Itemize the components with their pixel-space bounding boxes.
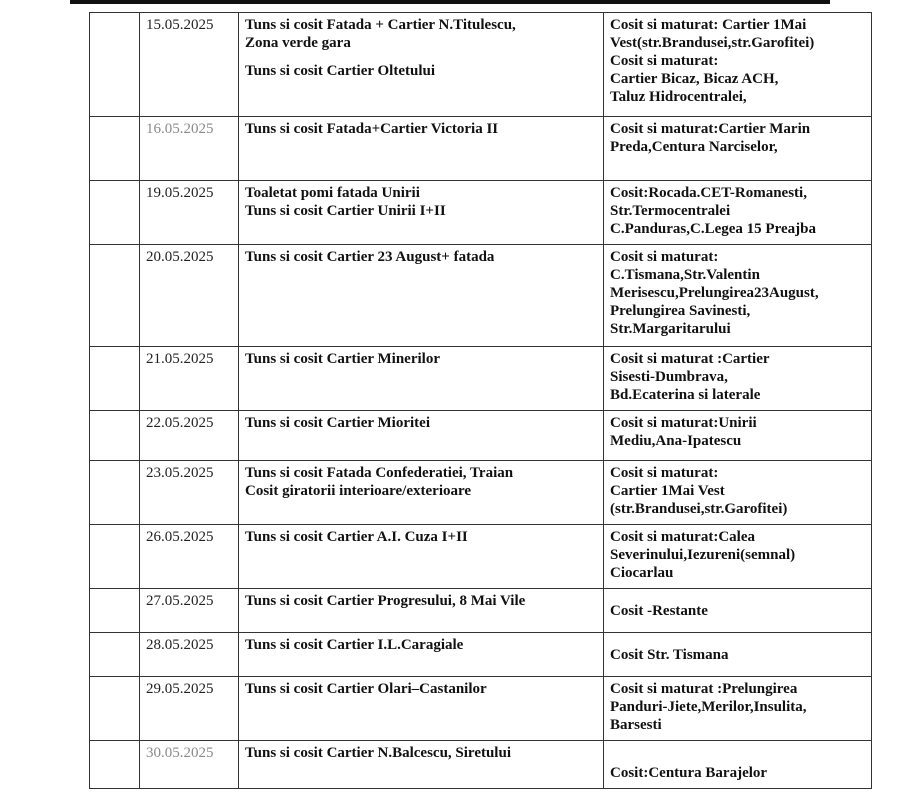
cell-line: Cosit si maturat :Prelungirea bbox=[610, 681, 798, 697]
cell-line: Tuns si cosit Fatada Confederatiei, Traian bbox=[245, 465, 514, 481]
cell-line: Ciocarlau bbox=[610, 565, 674, 581]
cell-line: Str.Termocentralei bbox=[610, 203, 731, 219]
cell-line: Tuns si cosit Cartier Mioritei bbox=[245, 415, 430, 431]
extra-work-cell bbox=[604, 117, 872, 181]
cell-line: Mediu,Ana-Ipatescu bbox=[610, 433, 742, 449]
extra-work-cell bbox=[604, 411, 872, 461]
cell-line: Tuns si cosit Cartier A.I. Cuza I+II bbox=[245, 529, 468, 545]
date-cell: 28.05.2025 bbox=[140, 633, 239, 677]
row-blank-cell bbox=[90, 411, 140, 461]
row-blank-cell bbox=[90, 741, 140, 789]
date-cell: 15.05.2025 bbox=[140, 13, 239, 117]
extra-work-cell bbox=[604, 633, 872, 677]
date-cell: 29.05.2025 bbox=[140, 677, 239, 741]
date-cell: 22.05.2025 bbox=[140, 411, 239, 461]
cell-line: Cosit si maturat: bbox=[610, 465, 719, 481]
cell-line: Tuns si cosit Fatada+Cartier Victoria II bbox=[245, 121, 499, 137]
extra-work-cell bbox=[604, 181, 872, 245]
date-cell: 30.05.2025 bbox=[140, 741, 239, 789]
cell-line: Cosit:Centura Barajelor bbox=[610, 765, 768, 781]
table-row bbox=[90, 461, 872, 525]
cell-line: Cosit si maturat: bbox=[610, 249, 719, 265]
work-cell bbox=[239, 347, 604, 411]
cell-line: Severinului,Iezureni(semnal) bbox=[610, 547, 796, 563]
cell-line: Cosit -Restante bbox=[610, 603, 708, 619]
cell-line: Tuns si cosit Cartier Minerilor bbox=[245, 351, 440, 367]
cell-line: Toaletat pomi fatada Unirii bbox=[245, 185, 420, 201]
cell-line: Zona verde gara bbox=[245, 35, 351, 51]
cell-line: Cosit Str. Tismana bbox=[610, 647, 729, 663]
table-row bbox=[90, 677, 872, 741]
cell-line: Cartier Bicaz, Bicaz ACH, bbox=[610, 71, 779, 87]
line-gap bbox=[610, 592, 865, 602]
extra-work-cell bbox=[604, 741, 872, 789]
cell-line: Str.Margaritarului bbox=[610, 321, 731, 337]
cell-line: (str.Brandusei,str.Garofitei) bbox=[610, 501, 788, 517]
table-row bbox=[90, 13, 872, 117]
table-row bbox=[90, 117, 872, 181]
work-cell bbox=[239, 633, 604, 677]
cell-line: Cosit:Rocada.CET-Romanesti, bbox=[610, 185, 807, 201]
cell-line: Cosit si maturat:Cartier Marin bbox=[610, 121, 811, 137]
cell-line: Cosit si maturat:Calea bbox=[610, 529, 755, 545]
work-cell bbox=[239, 181, 604, 245]
work-cell bbox=[239, 589, 604, 633]
cell-line: Preda,Centura Narciselor, bbox=[610, 139, 778, 155]
table-row bbox=[90, 741, 872, 789]
cell-line: Sisesti-Dumbrava, bbox=[610, 369, 728, 385]
date-cell: 16.05.2025 bbox=[140, 117, 239, 181]
cell-line: C.Panduras,C.Legea 15 Preajba bbox=[610, 221, 816, 237]
work-cell bbox=[239, 741, 604, 789]
table-row bbox=[90, 525, 872, 589]
schedule-body bbox=[90, 13, 872, 789]
row-blank-cell bbox=[90, 633, 140, 677]
table-row bbox=[90, 589, 872, 633]
row-blank-cell bbox=[90, 461, 140, 525]
cell-line: Cosit giratorii interioare/exterioare bbox=[245, 483, 472, 499]
schedule-table bbox=[89, 12, 872, 789]
extra-work-cell bbox=[604, 461, 872, 525]
cell-line: Tuns si cosit Cartier Unirii I+II bbox=[245, 203, 446, 219]
work-cell bbox=[239, 677, 604, 741]
cell-line: Tuns si cosit Cartier Oltetului bbox=[245, 63, 436, 79]
row-blank-cell bbox=[90, 347, 140, 411]
work-cell bbox=[239, 245, 604, 347]
cell-line: Tuns si cosit Cartier Progresului, 8 Mai Vile bbox=[245, 593, 526, 609]
line-gap bbox=[610, 636, 865, 646]
cell-line: Merisescu,Prelungirea23August, bbox=[610, 285, 819, 301]
work-cell bbox=[239, 117, 604, 181]
extra-work-cell bbox=[604, 525, 872, 589]
cell-line: Tuns si cosit Cartier N.Balcescu, Siretului bbox=[245, 745, 511, 761]
table-row bbox=[90, 411, 872, 461]
cell-line: Barsesti bbox=[610, 717, 662, 733]
work-cell bbox=[239, 411, 604, 461]
line-gap bbox=[610, 744, 865, 754]
cell-line: Tuns si cosit Fatada + Cartier N.Titulescu, bbox=[245, 17, 516, 33]
line-gap bbox=[610, 754, 865, 764]
date-cell: 23.05.2025 bbox=[140, 461, 239, 525]
table-row bbox=[90, 347, 872, 411]
work-cell bbox=[239, 525, 604, 589]
date-cell: 21.05.2025 bbox=[140, 347, 239, 411]
row-blank-cell bbox=[90, 245, 140, 347]
cell-line: Tuns si cosit Cartier Olari–Castanilor bbox=[245, 681, 487, 697]
cell-line: Taluz Hidrocentralei, bbox=[610, 89, 747, 105]
cell-line: Cosit si maturat: Cartier 1Mai bbox=[610, 17, 807, 33]
cell-line: Cartier 1Mai Vest bbox=[610, 483, 725, 499]
cell-line: Tuns si cosit Cartier I.L.Caragiale bbox=[245, 637, 464, 653]
date-cell: 26.05.2025 bbox=[140, 525, 239, 589]
cell-line: Cosit si maturat:Unirii bbox=[610, 415, 757, 431]
row-blank-cell bbox=[90, 677, 140, 741]
row-blank-cell bbox=[90, 525, 140, 589]
cell-line: Cosit si maturat: bbox=[610, 53, 719, 69]
line-gap bbox=[245, 52, 597, 62]
date-cell: 27.05.2025 bbox=[140, 589, 239, 633]
table-row bbox=[90, 245, 872, 347]
extra-work-cell bbox=[604, 13, 872, 117]
date-cell: 20.05.2025 bbox=[140, 245, 239, 347]
top-rule bbox=[70, 0, 830, 4]
cell-line: C.Tismana,Str.Valentin bbox=[610, 267, 760, 283]
row-blank-cell bbox=[90, 589, 140, 633]
row-blank-cell bbox=[90, 117, 140, 181]
work-cell bbox=[239, 461, 604, 525]
work-cell bbox=[239, 13, 604, 117]
cell-line: Panduri-Jiete,Merilor,Insulita, bbox=[610, 699, 807, 715]
cell-line: Tuns si cosit Cartier 23 August+ fatada bbox=[245, 249, 495, 265]
table-row bbox=[90, 181, 872, 245]
cell-line: Prelungirea Savinesti, bbox=[610, 303, 751, 319]
extra-work-cell bbox=[604, 245, 872, 347]
table-row bbox=[90, 633, 872, 677]
row-blank-cell bbox=[90, 181, 140, 245]
cell-line: Bd.Ecaterina si laterale bbox=[610, 387, 761, 403]
cell-line: Cosit si maturat :Cartier bbox=[610, 351, 770, 367]
extra-work-cell bbox=[604, 677, 872, 741]
row-blank-cell bbox=[90, 13, 140, 117]
cell-line: Vest(str.Brandusei,str.Garofitei) bbox=[610, 35, 815, 51]
extra-work-cell bbox=[604, 347, 872, 411]
extra-work-cell bbox=[604, 589, 872, 633]
date-cell: 19.05.2025 bbox=[140, 181, 239, 245]
